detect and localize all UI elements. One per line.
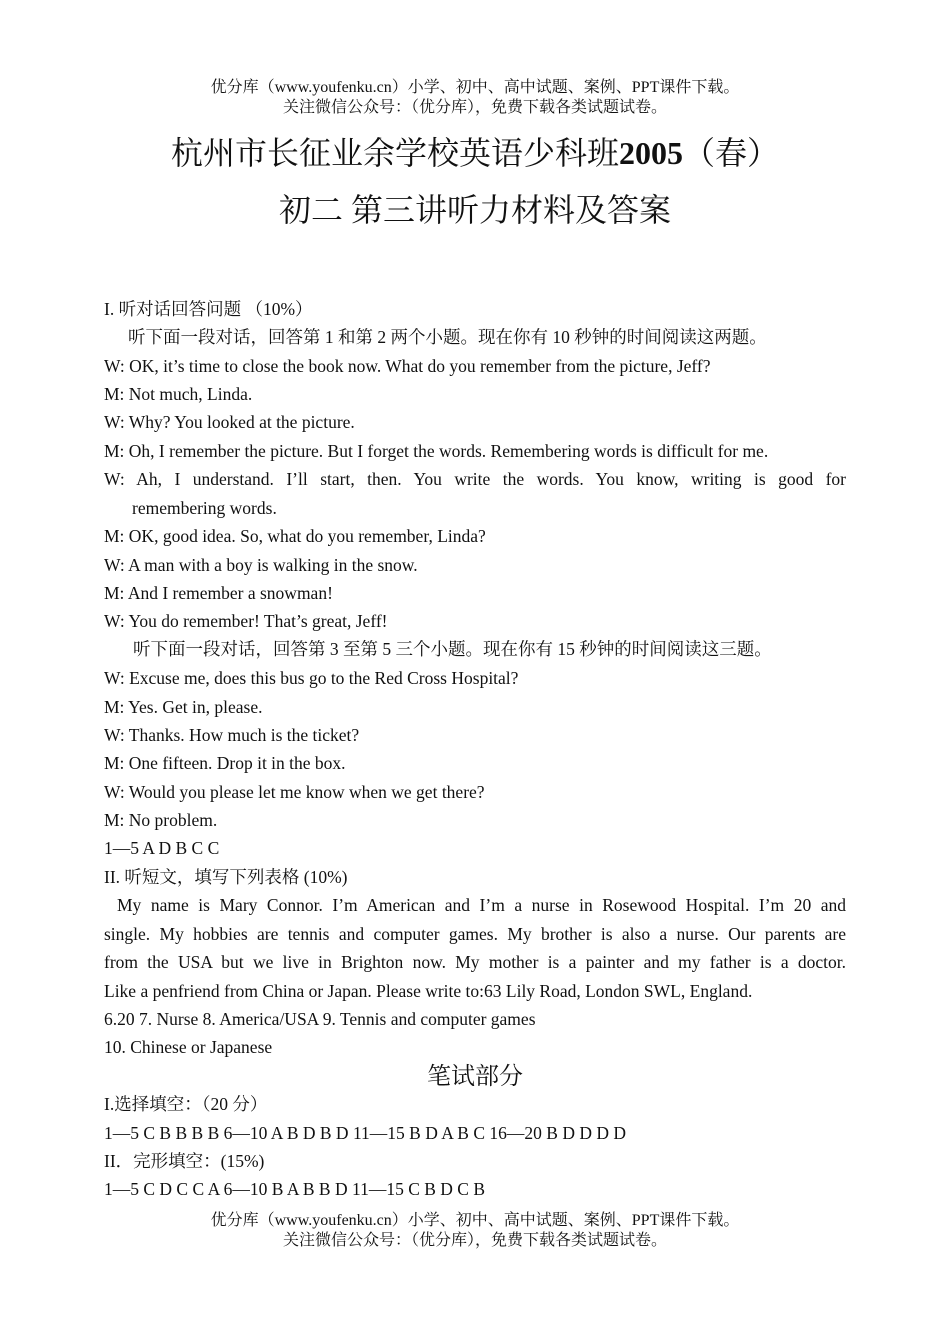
written-section-1-answers: 1—5 C B B B B 6—10 A B D B D 11—15 B D A B C 16—20 B D D D D [104, 1123, 627, 1143]
passage-line: from the USA but we live in Brighton now. My mother is a painter and my father is a doctor. [104, 952, 846, 972]
header-line-1: 优分库（www.youfenku.cn）小学、初中、高中试题、案例、PPT课件下载。 [210, 79, 740, 96]
dialogue-line: W: Excuse me, does this bus go to the Red Cross Hospital? [104, 668, 519, 688]
written-part-heading: 笔试部分 [427, 1064, 523, 1090]
passage-line: single. My hobbies are tennis and computer games. My brother is also a nurse. Our parents are [104, 924, 846, 944]
dialogue-line: M: Yes. Get in, please. [104, 697, 263, 717]
listening-section-2-heading: II. 听短文，填写下列表格 (10%) [104, 867, 348, 887]
footer-line-1: 优分库（www.youfenku.cn）小学、初中、高中试题、案例、PPT课件下载。 [210, 1212, 740, 1229]
dialogue-line: W: Why? You looked at the picture. [104, 412, 355, 432]
dialogue-line: M: Oh, I remember the picture. But I forget the words. Remembering words is difficult for me. [104, 441, 769, 461]
title-year: 2005 [619, 135, 683, 171]
dialogue-line: M: OK, good idea. So, what do you remember, Linda? [104, 526, 486, 546]
written-section-2-heading: II．完形填空：(15%) [104, 1151, 265, 1171]
passage-line: Like a penfriend from China or Japan. Please write to:63 Lily Road, London SWL, England. [104, 981, 753, 1001]
listening-section-1-heading: I. 听对话回答问题 （10%） [104, 299, 313, 319]
dialogue-line: M: Not much, Linda. [104, 384, 253, 404]
dialogue-line: W: You do remember! That’s great, Jeff! [104, 611, 388, 631]
listening-answers-2-continued: 10. Chinese or Japanese [104, 1037, 273, 1057]
footer-line-2: 关注微信公众号：（优分库），免费下载各类试题试卷。 [282, 1232, 667, 1249]
dialogue-line: W: Thanks. How much is the ticket? [104, 725, 360, 745]
listening-instruction-2: 听下面一段对话，回答第 3 至第 5 三个小题。现在你有 15 秒钟的时间阅读这三题。 [133, 639, 772, 659]
listening-instruction-1: 听下面一段对话，回答第 1 和第 2 两个小题。现在你有 10 秒钟的时间阅读这两题。 [128, 327, 767, 347]
passage-line: My name is Mary Connor. I’m American and I’m a nurse in Rosewood Hospital. I’m 20 and [117, 895, 846, 915]
dialogue-line: M: And I remember a snowman! [104, 583, 333, 603]
dialogue-line-continued: remembering words. [132, 498, 277, 518]
dialogue-line: W: A man with a boy is walking in the snow. [104, 555, 418, 575]
page-title [0, 133, 950, 173]
written-section-1-heading: I.选择填空：（20 分） [104, 1094, 268, 1114]
dialogue-line: W: Ah, I understand. I’ll start, then. You write the words. You know, writing is good for [104, 469, 846, 489]
listening-answers-1: 1—5 A D B C C [104, 838, 220, 858]
page-subtitle: 初二 第三讲听力材料及答案 [278, 192, 671, 228]
title-suffix: （春） [683, 135, 780, 171]
written-section-2-answers: 1—5 C D C C A 6—10 B A B B D 11—15 C B D C B [104, 1179, 486, 1199]
dialogue-line: M: One fifteen. Drop it in the box. [104, 753, 346, 773]
dialogue-line: W: Would you please let me know when we get there? [104, 782, 485, 802]
dialogue-line: M: No problem. [104, 810, 218, 830]
dialogue-line: W: OK, it’s time to close the book now. What do you remember from the picture, Jeff? [104, 356, 711, 376]
header-line-2: 关注微信公众号：（优分库），免费下载各类试题试卷。 [282, 99, 667, 116]
listening-answers-2: 6.20 7. Nurse 8. America/USA 9. Tennis and computer games [104, 1009, 536, 1029]
title-prefix: 杭州市长征业余学校英语少科班 [170, 135, 619, 171]
